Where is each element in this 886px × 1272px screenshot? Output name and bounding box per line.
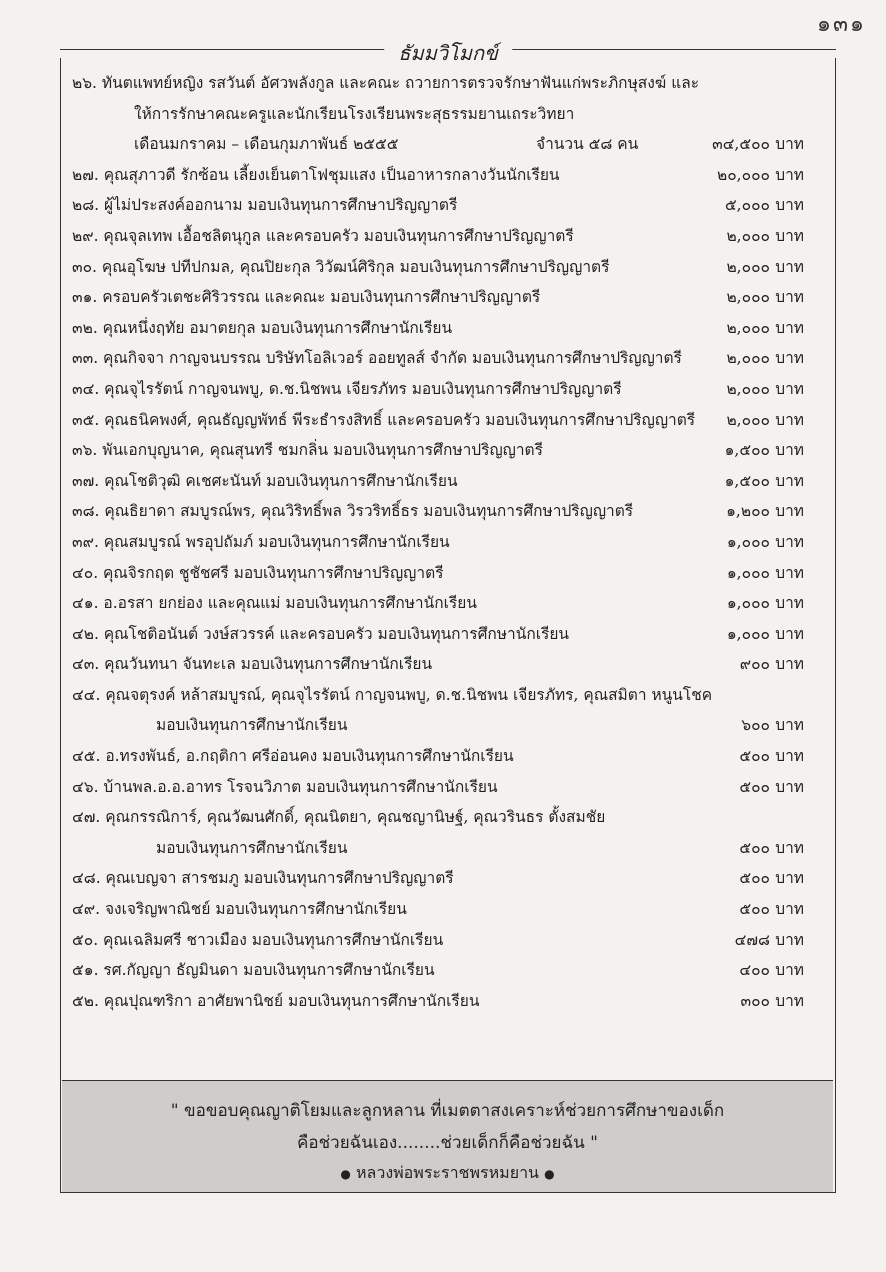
entry-unit: บาท: [775, 502, 804, 521]
entry-text: ๓๕. คุณธนิคพงศ์, คุณธัญญพัทธ์ พีระธำรงสิทธิ์ และครอบครัว มอบเงินทุนการศึกษาปริญญาตรี: [72, 410, 696, 429]
entry-amount: ๑,๕๐๐: [724, 441, 770, 460]
entry-amount: ๑,๐๐๐: [726, 594, 770, 613]
entry-unit: บาท: [775, 196, 804, 215]
entry-text: ๓๔. คุณจุไรรัตน์ กาญจนพบู, ด.ช.นิชพน เจียรภัทร มอบเงินทุนการศึกษาปริญญาตรี: [72, 379, 622, 398]
entry-unit: บาท: [775, 563, 804, 582]
entry-text: ๓๑. ครอบครัวเตชะศิริวรรณ และคณะ มอบเงินทุนการศึกษาปริญญาตรี: [72, 288, 541, 307]
list-item: [72, 833, 822, 864]
entry-text: ๓๒. คุณหนึ่งฤทัย อมาตยกุล มอบเงินทุนการศึกษานักเรียน: [72, 318, 453, 337]
entry-unit: บาท: [775, 165, 804, 184]
entry-amount: ๒,๐๐๐: [726, 288, 770, 307]
list-item: [72, 282, 822, 313]
entry-unit: บาท: [775, 900, 804, 919]
entry-text: ๔๕. อ.ทรงพันธ์, อ.กฤติกา ศรีอ่อนคง มอบเงินทุนการศึกษานักเรียน: [72, 747, 514, 766]
entry-unit: บาท: [775, 624, 804, 643]
entry-unit: บาท: [775, 777, 804, 796]
list-item: [72, 496, 822, 527]
entry-text: ๔๔. คุณจตุรงค์ หล้าสมบูรณ์, คุณจุไรรัตน์ กาญจนพบู, ด.ช.นิชพน เจียรภัทร, คุณสมิตา หนูนโชค: [72, 685, 713, 704]
entry-unit: บาท: [775, 288, 804, 307]
list-item: [72, 558, 822, 589]
entry-amount: ๑,๐๐๐: [726, 532, 770, 551]
entry-unit: บาท: [775, 869, 804, 888]
entry-amount: ๕,๐๐๐: [724, 196, 770, 215]
entry-amount: ๔๐๐: [739, 961, 770, 980]
entry-amount: ๑,๐๐๐: [726, 624, 770, 643]
entry-unit: บาท: [775, 930, 804, 949]
list-item: [72, 129, 822, 160]
entry-unit: บาท: [775, 379, 804, 398]
quote-line-1: " ขอขอบคุณญาติโยมและลูกหลาน ที่เมตตาสงเคราะห์ช่วยการศึกษาของเด็ก: [170, 1101, 725, 1121]
entry-unit: บาท: [775, 441, 804, 460]
entry-text: ๓๘. คุณธิยาดา สมบูรณ์พร, คุณวิริทธิ์พล วิรวริทธิ์ธร มอบเงินทุนการศึกษาปริญญาตรี: [72, 502, 634, 521]
entry-text: ๕๒. คุณปุณฑริกา อาศัยพานิชย์ มอบเงินทุนการศึกษานักเรียน: [72, 991, 480, 1010]
entry-text: ๕๐. คุณเฉลิมศรี ชาวเมือง มอบเงินทุนการศึกษานักเรียน: [72, 930, 444, 949]
quote-line-2: คือช่วยฉันเอง........ช่วยเด็กก็คือช่วยฉัน ": [297, 1133, 598, 1153]
list-item: [72, 252, 822, 283]
list-item: [72, 863, 822, 894]
entry-text: ๔๖. บ้านพล.อ.อ.อาทร โรจนวิภาต มอบเงินทุนการศึกษานักเรียน: [72, 777, 498, 796]
entry-amount: ๖๐๐: [741, 716, 770, 735]
entry-text: ๔๐. คุณจิรกฤต ชูชัชศรี มอบเงินทุนการศึกษาปริญญาตรี: [72, 563, 444, 582]
entry-amount: ๒,๐๐๐: [726, 349, 770, 368]
list-item: [72, 313, 822, 344]
entry-unit: บาท: [775, 716, 804, 735]
entry-unit: บาท: [775, 655, 804, 674]
entry-text: ๓๓. คุณกิจจา กาญจนบรรณ บริษัทโอลิเวอร์ ออยทูลส์ จำกัด มอบเงินทุนการศึกษาปริญญาตรี: [72, 349, 682, 368]
donation-list: [72, 68, 822, 1016]
entry-amount: ๒๐,๐๐๐: [717, 165, 770, 184]
section-header: [60, 40, 836, 65]
entry-unit: บาท: [775, 532, 804, 551]
entry-text: ๒๘. ผู้ไม่ประสงค์ออกนาม มอบเงินทุนการศึกษาปริญญาตรี: [72, 196, 458, 215]
list-item: [72, 710, 822, 741]
entry-amount: ๔๗๘: [734, 930, 770, 949]
bullet-icon: ●: [544, 1167, 555, 1181]
entry-amount: ๑,๐๐๐: [726, 563, 770, 582]
entry-text: ๔๗. คุณกรรณิการ์, คุณวัฒนศักดิ์, คุณนิตยา, คุณชญานิษฐ์, คุณวรินธร ตั้งสมชัย: [72, 808, 606, 827]
entry-amount: ๓๔,๕๐๐: [712, 135, 770, 154]
list-item: [72, 588, 822, 619]
list-item: [72, 160, 822, 191]
entry-amount: ๑,๕๐๐: [724, 471, 770, 490]
entry-amount: ๕๐๐: [739, 747, 770, 766]
entry-amount: ๒,๐๐๐: [726, 379, 770, 398]
entry-unit: บาท: [775, 594, 804, 613]
list-item: [72, 68, 822, 99]
entry-unit: บาท: [775, 410, 804, 429]
entry-unit: บาท: [775, 961, 804, 980]
entry-amount: ๙๐๐: [739, 655, 770, 674]
list-item: [72, 925, 822, 956]
entry-text: ๓๙. คุณสมบูรณ์ พรอุปถัมภ์ มอบเงินทุนการศึกษานักเรียน: [72, 532, 450, 551]
entry-amount: ๕๐๐: [739, 869, 770, 888]
entry-text: ๔๙. จงเจริญพาณิชย์ มอบเงินทุนการศึกษานักเรียน: [72, 900, 407, 919]
entry-text: ๒๖. ทันตแพทย์หญิง รสวันต์ อัศวพลังกูล และคณะ ถวายการตรวจรักษาฟันแก่พระภิกษุสงฆ์ และ: [72, 74, 700, 92]
entry-unit: บาท: [775, 349, 804, 368]
list-item: [72, 741, 822, 772]
entry-text: ให้การรักษาคณะครูและนักเรียนโรงเรียนพระสุธรรมยานเถระวิทยา: [134, 104, 575, 123]
list-item: [72, 405, 822, 436]
entry-amount: ๕๐๐: [739, 838, 770, 857]
entry-text: ๔๒. คุณโชติอนันต์ วงษ์สวรรค์ และครอบครัว มอบเงินทุนการศึกษานักเรียน: [72, 624, 570, 643]
entry-unit: บาท: [775, 838, 804, 857]
signature: [62, 1161, 833, 1186]
bullet-icon: ●: [340, 1167, 351, 1181]
footer-quote-box: [62, 1080, 833, 1192]
entry-text: มอบเงินทุนการศึกษานักเรียน: [156, 838, 348, 857]
entry-amount: ๒,๐๐๐: [726, 257, 770, 276]
entry-text: ๔๑. อ.อรสา ยกย่อง และคุณแม่ มอบเงินทุนการศึกษานักเรียน: [72, 594, 477, 613]
entry-text: ๓๖. พันเอกบุญนาค, คุณสุนทรี ชมกลิ่น มอบเงินทุนการศึกษาปริญญาตรี: [72, 441, 543, 460]
list-item: [72, 680, 822, 711]
list-item: [72, 619, 822, 650]
list-item: [72, 466, 822, 497]
entry-unit: บาท: [775, 257, 804, 276]
entry-amount: ๒,๐๐๐: [726, 410, 770, 429]
entry-count: จำนวน ๕๘ คน: [536, 135, 639, 154]
list-item: [72, 99, 822, 130]
section-title: ธัมมวิโมกข์: [384, 37, 512, 69]
entry-text: ๔๘. คุณเบญจา สารชมภู มอบเงินทุนการศึกษาปริญญาตรี: [72, 869, 454, 888]
list-item: [72, 374, 822, 405]
list-item: [72, 527, 822, 558]
list-item: [72, 435, 822, 466]
entry-amount: ๕๐๐: [739, 777, 770, 796]
list-item: [72, 986, 822, 1017]
signature-name: หลวงพ่อพระราชพรหมยาน: [355, 1163, 539, 1182]
entry-unit: บาท: [775, 318, 804, 337]
entry-amount: ๒,๐๐๐: [726, 318, 770, 337]
list-item: [72, 802, 822, 833]
entry-text: เดือนมกราคม – เดือนกุมภาพันธ์ ๒๕๕๕: [134, 135, 399, 154]
entry-text: ๓๗. คุณโชติวุฒิ คเชศะนันท์ มอบเงินทุนการศึกษานักเรียน: [72, 471, 458, 490]
page-number: ๑๓๑: [817, 12, 866, 37]
entry-amount: ๕๐๐: [739, 900, 770, 919]
entry-text: ๒๗. คุณสุภาวดี รักซ้อน เลี้ยงเย็นตาโฟชุมแสง เป็นอาหารกลางวันนักเรียน: [72, 165, 560, 184]
entry-text: ๔๓. คุณวันทนา จันทะเล มอบเงินทุนการศึกษานักเรียน: [72, 655, 433, 674]
entry-text: มอบเงินทุนการศึกษานักเรียน: [156, 716, 348, 735]
entry-unit: บาท: [775, 135, 804, 154]
entry-unit: บาท: [775, 747, 804, 766]
entry-unit: บาท: [775, 991, 804, 1010]
entry-text: ๓๐. คุณอุโฆษ ปทีปกมล, คุณปิยะกุล วิวัฒน์ศิริกุล มอบเงินทุนการศึกษาปริญญาตรี: [72, 257, 610, 276]
list-item: [72, 343, 822, 374]
list-item: [72, 894, 822, 925]
entry-amount: ๒,๐๐๐: [726, 226, 770, 245]
entry-text: ๕๑. รศ.กัญญา ธัญมินดา มอบเงินทุนการศึกษานักเรียน: [72, 961, 435, 980]
entry-text: ๒๙. คุณจุลเทพ เอื้อชลิตนุกูล และครอบครัว มอบเงินทุนการศึกษาปริญญาตรี: [72, 226, 574, 245]
entry-unit: บาท: [775, 471, 804, 490]
entry-amount: ๑,๒๐๐: [726, 502, 770, 521]
entry-amount: ๓๐๐: [740, 991, 770, 1010]
list-item: [72, 649, 822, 680]
list-item: [72, 955, 822, 986]
list-item: [72, 221, 822, 252]
entry-unit: บาท: [775, 226, 804, 245]
list-item: [72, 190, 822, 221]
list-item: [72, 772, 822, 803]
